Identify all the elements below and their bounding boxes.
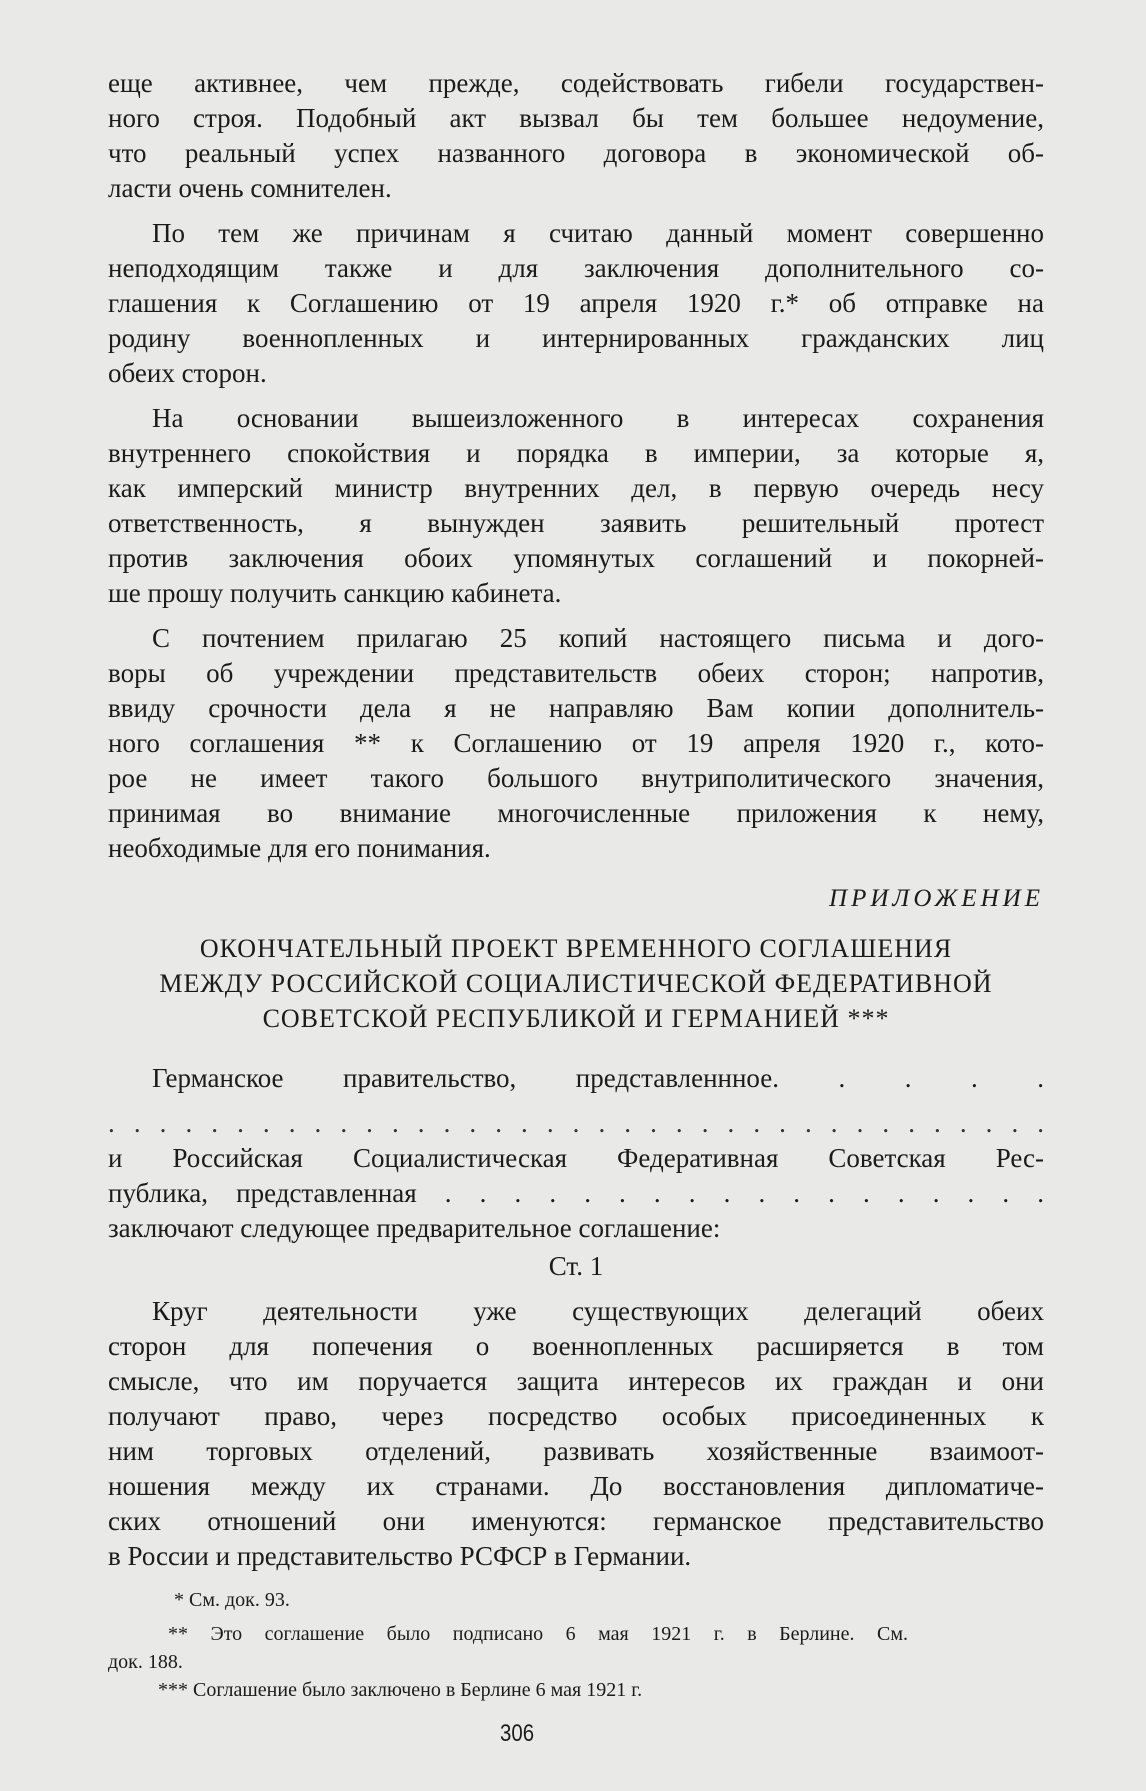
text-line: неподходящим также и для заключения дополнительного со- — [108, 253, 1044, 283]
text-line: рое не имеет такого большого внутриполитического значения, — [108, 763, 1044, 793]
paragraph — [108, 216, 1044, 391]
footnote: ** Это соглашение было подписано 6 мая 1921 г. в Берлине. См. — [168, 1623, 908, 1645]
text-line: как имперский министр внутренних дел, в первую очередь несу — [108, 473, 1044, 503]
appendix-label: ПРИЛОЖЕНИЕ — [829, 885, 1044, 912]
text-line: ним торговых отделений, развивать хозяйственные взаимоот- — [108, 1436, 1044, 1466]
text-line: ответственность, я вынужден заявить решительный протест — [108, 508, 1044, 538]
text-line: получают право, через посредство особых присоединенных к — [108, 1401, 1044, 1431]
paragraph — [108, 401, 1044, 611]
text-line: По тем же причинам я считаю данный момент совершенно — [152, 218, 1044, 248]
text-line: родину военнопленных и интернированных гражданских лиц — [108, 323, 1044, 353]
appendix-title-line: ОКОНЧАТЕЛЬНЫЙ ПРОЕКТ ВРЕМЕННОГО СОГЛАШЕНИЯ — [199, 934, 953, 963]
text-line: внутреннего спокойствия и порядка в империи, за которые я, — [108, 438, 1044, 468]
footnote: *** Соглашение было заключено в Берлине 6 мая 1921 г. — [158, 1679, 643, 1701]
text-line: ного соглашения ** к Соглашению от 19 апреля 1920 г., кото- — [108, 728, 1044, 758]
paragraph — [108, 621, 1044, 866]
text-line: что реальный успех названного договора в экономической об- — [108, 138, 1044, 168]
text-line: сторон для попечения о военнопленных расширяется в том — [108, 1331, 1044, 1361]
text-line: ношения между их странами. До восстановления дипломатиче- — [108, 1471, 1044, 1501]
preamble-line: Германское правительство, представленнное. . . . . — [152, 1063, 1044, 1093]
text-line: необходимые для его понимания. — [108, 833, 491, 863]
text-line: против заключения обоих упомянутых соглашений и покорней- — [108, 543, 1044, 573]
text-line: Круг деятельности уже существующих делегаций обеих — [152, 1296, 1044, 1326]
text-line: в России и представительство РСФСР в Германии. — [108, 1541, 692, 1571]
body-text — [108, 66, 1044, 866]
preamble-dots: . . . . . . . . . . . . . . . . . . . . . . . . . . . . . . . . . . . . . — [108, 1108, 1044, 1138]
article-heading: Ст. 1 — [548, 1251, 604, 1281]
text-line: глашения к Соглашению от 19 апреля 1920 г.* об отправке на — [108, 288, 1044, 318]
text-line: обеих сторон. — [108, 358, 267, 388]
article-text — [108, 1294, 1044, 1574]
text-line: ввиду срочности дела я не направляю Вам копии дополнитель- — [108, 693, 1044, 723]
text-line: ше прошу получить санкцию кабинета. — [108, 578, 562, 608]
text-line: ного строя. Подобный акт вызвал бы тем большее недоумение, — [108, 103, 1044, 133]
text-line: На основании вышеизложенного в интересах сохранения — [152, 403, 1044, 433]
document-page — [108, 66, 1044, 1704]
paragraph — [108, 66, 1044, 206]
footnote: док. 188. — [108, 1651, 183, 1673]
preamble-line: заключают следующее предварительное соглашение: — [108, 1213, 721, 1243]
footnotes — [108, 1586, 908, 1704]
appendix-title-line: СОВЕТСКОЙ РЕСПУБЛИКОЙ И ГЕРМАНИЕЙ *** — [262, 1004, 890, 1033]
text-line: принимая во внимание многочисленные приложения к нему, — [108, 798, 1044, 828]
page-number: 306 — [500, 1720, 535, 1747]
preamble-line: и Российская Социалистическая Федеративная Советская Рес- — [108, 1143, 1044, 1173]
text-line: еще активнее, чем прежде, содействовать гибели государствен- — [108, 68, 1044, 98]
footnote: * См. док. 93. — [174, 1589, 290, 1611]
text-line: смысле, что им поручается защита интересов их граждан и они — [108, 1366, 1044, 1396]
text-line: ских отношений они именуются: германское представительство — [108, 1506, 1044, 1536]
text-line: С почтением прилагаю 25 копий настоящего письма и дого- — [152, 623, 1044, 653]
appendix-title-line: МЕЖДУ РОССИЙСКОЙ СОЦИАЛИСТИЧЕСКОЙ ФЕДЕРАТИВНОЙ — [159, 969, 993, 998]
text-line: воры об учреждении представительств обеих сторон; напротив, — [108, 658, 1044, 688]
preamble-line: публика, представленная . . . . . . . . . . . . . . . . . . — [108, 1178, 1044, 1208]
text-line: ласти очень сомнителен. — [108, 173, 392, 203]
